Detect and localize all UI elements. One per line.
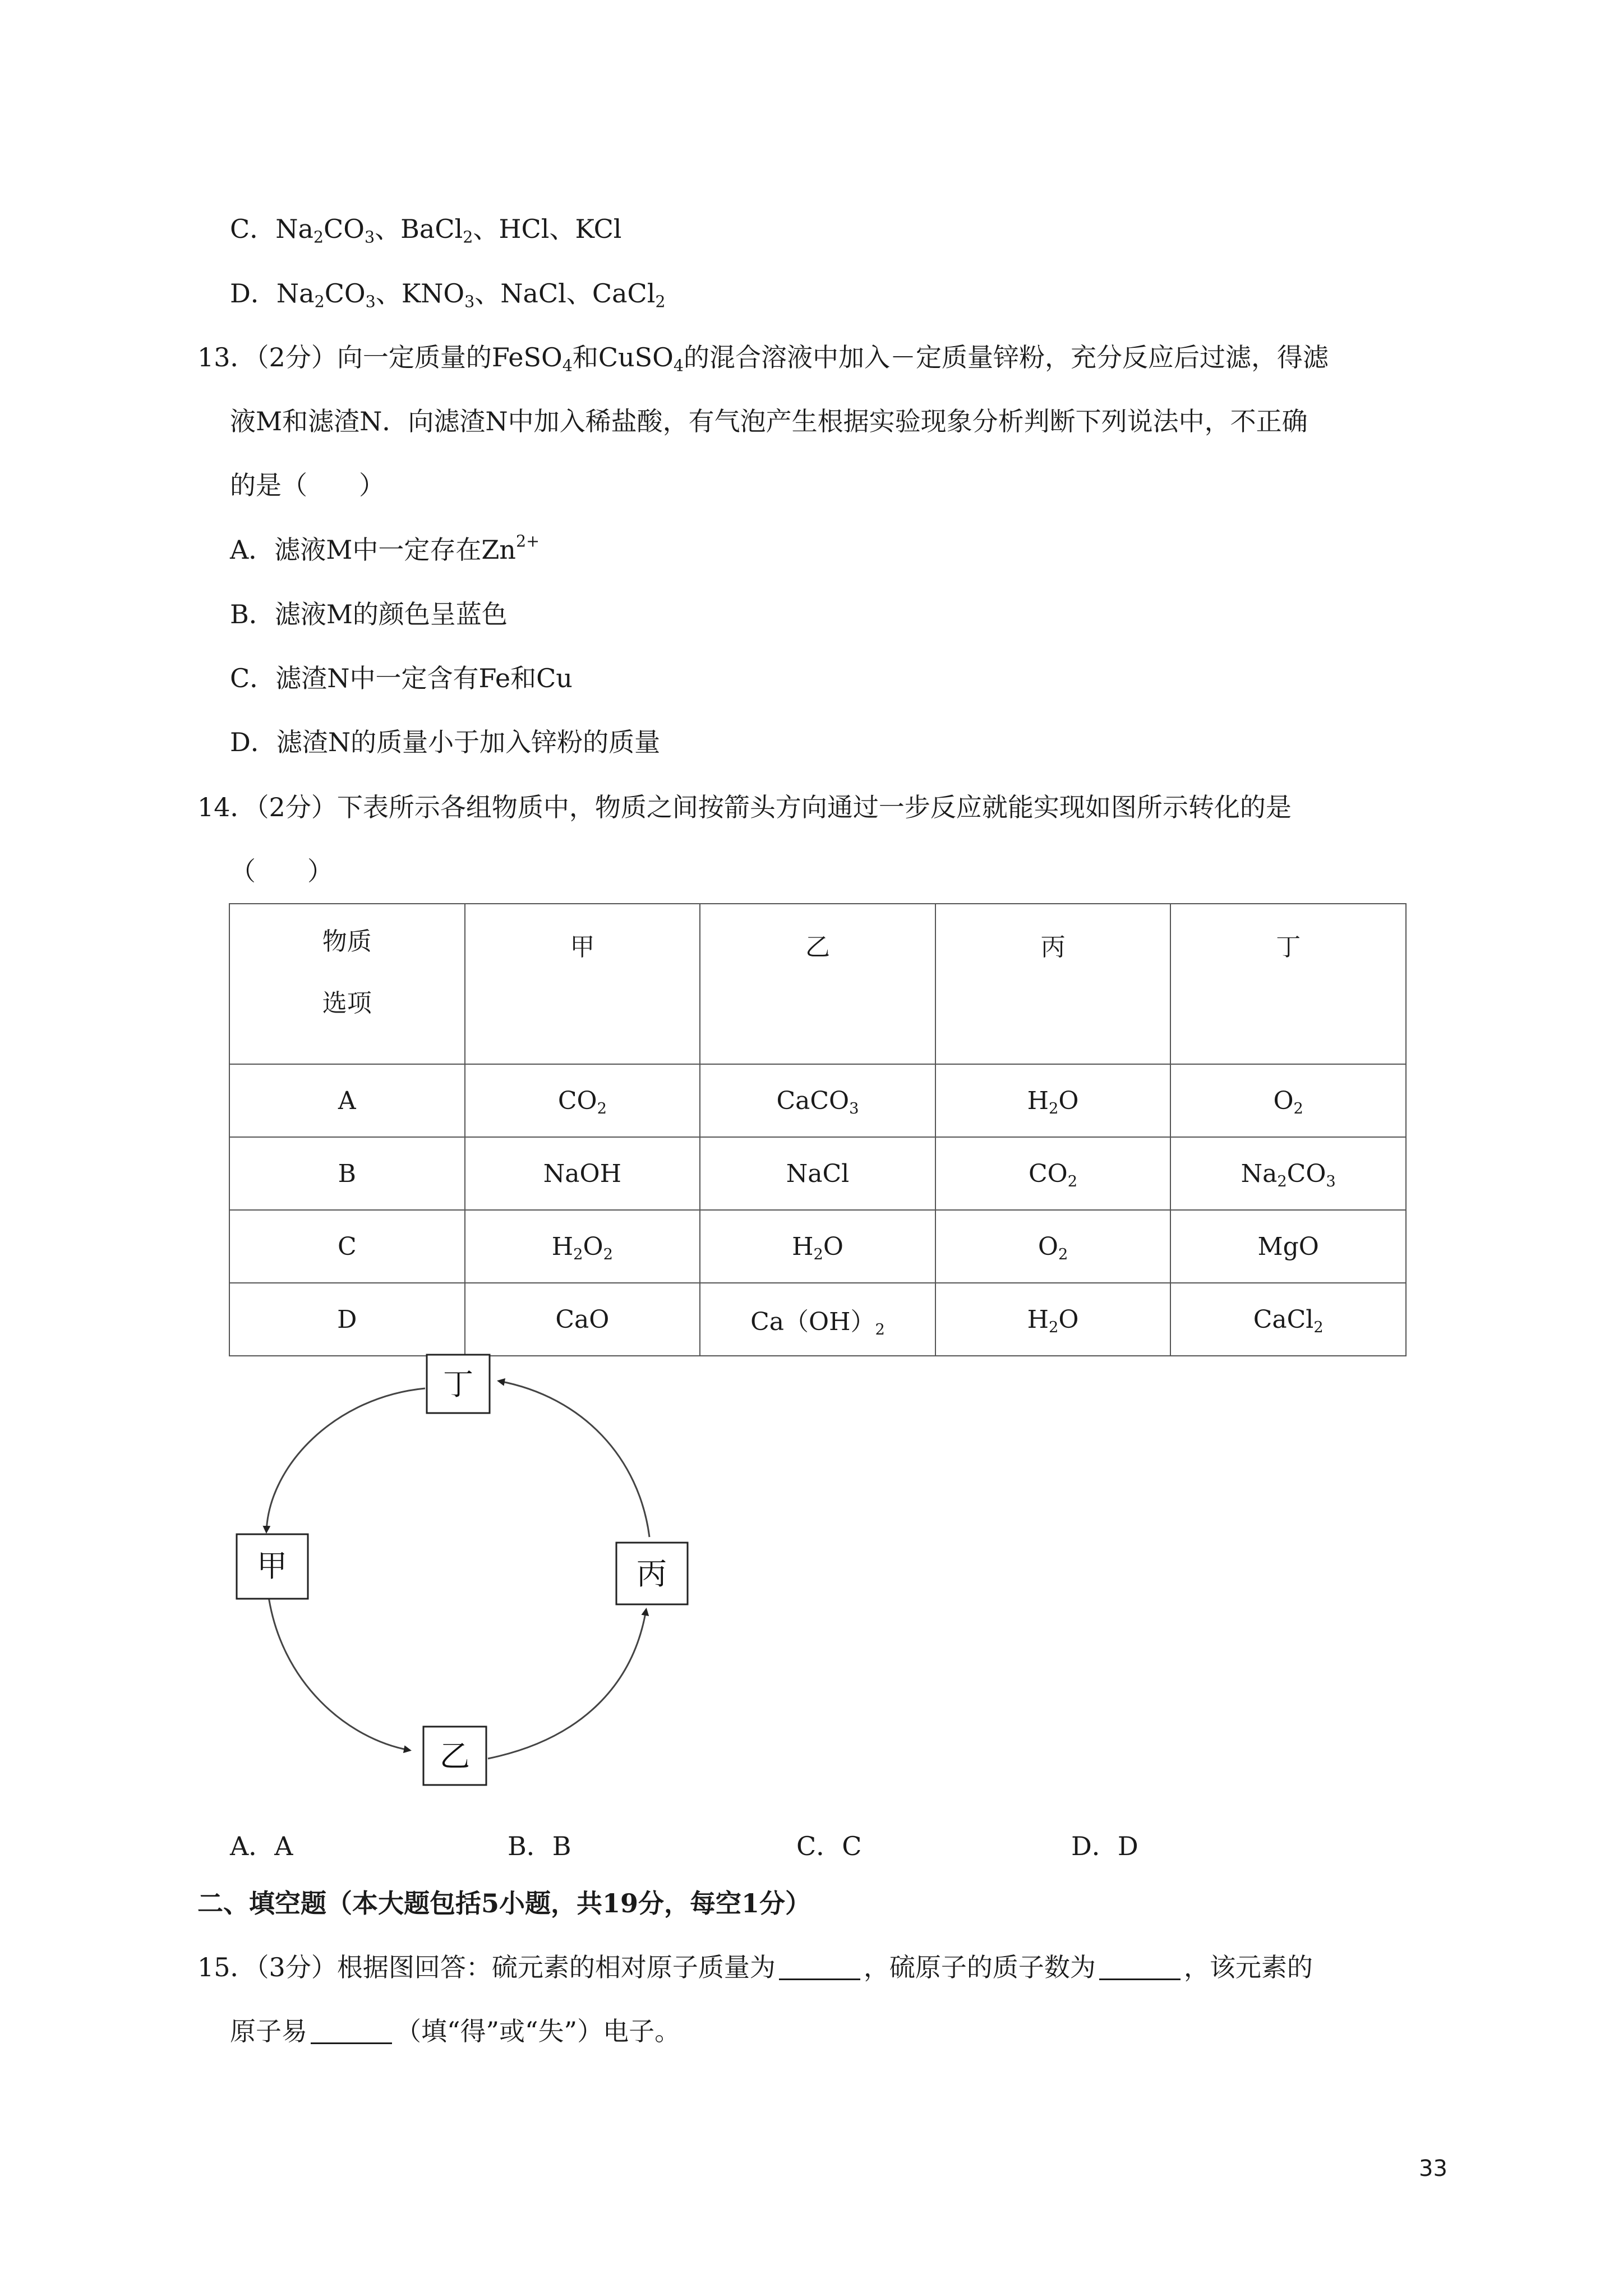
formula-subscript: 2	[1293, 1099, 1303, 1117]
node-bing	[616, 1543, 688, 1604]
formula-text: O	[583, 1232, 603, 1261]
q13-line-2: 液M和滤渣N．向滤渣N中加入稀盐酸，有气泡产生根据实验现象分析判断下列说法中，不正确	[230, 406, 1308, 436]
substance-cell	[465, 1283, 700, 1356]
substance-cell	[935, 1064, 1171, 1137]
substance-cell	[935, 1283, 1171, 1356]
formula-text: H	[551, 1232, 574, 1261]
substance-table	[229, 903, 1407, 1356]
formula-text: MgO	[1257, 1232, 1319, 1261]
page-number: 33	[1419, 2156, 1447, 2182]
option-label: D．	[230, 278, 276, 309]
option-label: C．	[230, 663, 276, 693]
formula-text: 、HCl、KCl	[473, 214, 622, 244]
formula-text: CO	[557, 1086, 597, 1115]
q14-text: 下表所示各组物质中，物质之间按箭头方向通过一步反应就能实现如图所示转化的是	[336, 792, 1292, 822]
q15-text-5: （填“得”或“失”）电子。	[395, 2016, 681, 2046]
prev-option-d	[230, 278, 666, 311]
substance-cell	[1170, 1137, 1406, 1210]
q15-text-1: 根据图回答：硫元素的相对原子质量为	[336, 1952, 776, 1982]
formula-text: 、NaCl、CaCl	[474, 278, 656, 309]
option-text: 滤渣N中一定含有Fe和Cu	[275, 663, 573, 693]
q13-sub-1: 4	[562, 356, 573, 375]
formula-text: CaCl	[1253, 1305, 1314, 1334]
table-row	[229, 1283, 1406, 1356]
formula-text: Na	[275, 214, 313, 244]
formula-subscript: 2	[313, 228, 324, 247]
q15-line-2	[230, 2018, 680, 2044]
substance-cell	[935, 1210, 1171, 1283]
substance-cell	[700, 1210, 935, 1283]
q13-option-c	[230, 665, 573, 691]
formula-subscript: 2	[1058, 1245, 1068, 1263]
q13-text-c: 的混合溶液中加入－定质量锌粉，充分反应后过滤，得滤	[684, 342, 1329, 372]
option-text: 滤液M的颜色呈蓝色	[274, 599, 508, 629]
row-option-label: C	[229, 1210, 465, 1283]
header-ding: 丁	[1170, 904, 1406, 1064]
q15-line-1	[197, 1954, 1313, 1980]
substance-cell	[935, 1137, 1171, 1210]
formula-text: H	[1027, 1305, 1049, 1334]
formula-text: NaCl	[786, 1159, 850, 1188]
q13-line-3: 的是（ ）	[230, 470, 385, 500]
q15-score: （3分）	[256, 1952, 337, 1982]
header-jia: 甲	[465, 904, 700, 1064]
row-option-label: D	[229, 1283, 465, 1356]
option-text: 滤液M中一定存在Zn	[274, 535, 516, 565]
q14-answer-c: C．C	[796, 1831, 862, 1861]
arrow-bing-to-ding	[499, 1381, 649, 1537]
prev-option-c	[230, 214, 622, 247]
header-bing: 丙	[935, 904, 1171, 1064]
svg-text:甲: 甲	[257, 1548, 287, 1584]
substance-cell	[1170, 1283, 1406, 1356]
q15-number: 15．	[197, 1952, 256, 1982]
formula-subscript: 2	[597, 1099, 607, 1117]
row-option-label: B	[229, 1137, 465, 1210]
option-label: A．	[230, 535, 275, 565]
q14-answer-b: B．B	[508, 1831, 571, 1861]
formula-text: 、BaCl	[375, 214, 463, 244]
formula-text: NaOH	[543, 1159, 621, 1188]
corner-top: 物质	[322, 927, 372, 956]
q13-line-1	[197, 342, 1329, 375]
q13-option-d	[230, 729, 660, 755]
option-label: B．	[230, 599, 275, 629]
formula-text: Na	[1241, 1159, 1278, 1188]
q14-answer-a: A．A	[230, 1831, 293, 1861]
formula-subscript: 2	[875, 1321, 885, 1339]
arrow-ding-to-jia	[266, 1388, 425, 1531]
formula-subscript: 2	[1049, 1099, 1059, 1117]
substance-cell	[1170, 1064, 1406, 1137]
formula-text: O	[1038, 1232, 1058, 1261]
formula-subscript: 3	[365, 292, 376, 311]
svg-text:丙: 丙	[637, 1556, 667, 1591]
q13-score: （2分）	[256, 342, 337, 372]
q14-line-1	[197, 794, 1292, 820]
ion-charge: 2+	[515, 532, 540, 551]
formula-text: CaO	[555, 1305, 610, 1334]
arrow-jia-to-yi	[268, 1593, 409, 1750]
formula-subscript: 3	[364, 228, 375, 247]
formula-text: Ca（OH）	[750, 1308, 875, 1336]
formula-text: CO	[324, 278, 366, 309]
q13-option-a	[230, 532, 540, 565]
q13-number: 13．	[197, 342, 256, 372]
q14-score: （2分）	[256, 792, 337, 822]
substance-cell	[465, 1137, 700, 1210]
formula-text: O	[1058, 1086, 1079, 1115]
formula-subscript: 2	[1049, 1318, 1059, 1336]
formula-text: CO	[324, 214, 365, 244]
formula-subscript: 2	[1313, 1318, 1324, 1336]
formula-text: CaCO	[776, 1086, 850, 1115]
blank-atomic-mass[interactable]	[779, 1956, 860, 1980]
formula-text: H	[1027, 1086, 1049, 1115]
header-yi: 乙	[700, 904, 935, 1064]
substance-cell	[1170, 1210, 1406, 1283]
node-ding	[427, 1355, 490, 1413]
blank-gain-or-lose[interactable]	[311, 2020, 392, 2044]
formula-text: CO	[1287, 1159, 1326, 1188]
svg-text:乙: 乙	[440, 1738, 470, 1774]
substance-cell	[700, 1064, 935, 1137]
formula-subscript: 2	[655, 292, 666, 311]
option-label: D．	[230, 727, 276, 757]
row-option-label: A	[229, 1064, 465, 1137]
formula-text: O	[823, 1232, 843, 1261]
formula-subscript: 3	[464, 292, 475, 311]
node-jia	[237, 1534, 308, 1599]
q14-number: 14．	[197, 792, 256, 822]
blank-proton-number[interactable]	[1099, 1956, 1181, 1980]
table-row	[229, 1064, 1406, 1137]
corner-bottom: 选项	[322, 989, 372, 1018]
substance-cell	[700, 1137, 935, 1210]
option-label: C．	[230, 214, 276, 244]
svg-text:丁: 丁	[443, 1366, 473, 1402]
q15-text-2: ，硫原子的质子数为	[863, 1952, 1096, 1982]
formula-subscript: 2	[573, 1245, 583, 1263]
formula-text: O	[1058, 1305, 1079, 1334]
formula-subscript: 3	[849, 1099, 859, 1117]
option-text: 滤渣N的质量小于加入锌粉的质量	[276, 727, 661, 757]
substance-cell	[465, 1064, 700, 1137]
conversion-cycle-diagram	[224, 1346, 729, 1806]
q15-text-4: 原子易	[230, 2016, 307, 2046]
formula-text: 、KNO	[375, 278, 465, 309]
q13-sub-2: 4	[673, 356, 684, 375]
corner-cell	[229, 904, 465, 1064]
formula-text: Na	[276, 278, 315, 309]
q15-text-3: ，该元素的	[1183, 1952, 1313, 1982]
table-row	[229, 1210, 1406, 1283]
formula-subscript: 2	[1067, 1172, 1078, 1190]
formula-subscript: 2	[813, 1245, 823, 1263]
q13-text-a: 向一定质量的FeSO	[336, 342, 562, 372]
q14-line-2: （ ）	[230, 856, 333, 886]
table-header-row	[229, 904, 1406, 1064]
arrow-yi-to-bing	[488, 1610, 646, 1759]
formula-subscript: 3	[1326, 1172, 1336, 1190]
formula-subscript: 2	[463, 228, 473, 247]
formula-text: O	[1273, 1086, 1294, 1115]
section-title: 二、填空题（本大题包括5小题，共19分，每空1分）	[197, 1888, 811, 1918]
substance-cell	[700, 1283, 935, 1356]
formula-text: H	[792, 1232, 814, 1261]
q13-text-b: 和CuSO	[572, 342, 674, 372]
formula-text: CO	[1029, 1159, 1068, 1188]
q14-answer-d: D．D	[1071, 1831, 1138, 1861]
formula-subscript: 2	[603, 1245, 613, 1263]
table-row	[229, 1137, 1406, 1210]
formula-subscript: 2	[314, 292, 325, 311]
formula-subscript: 2	[1277, 1172, 1287, 1190]
node-yi	[423, 1727, 486, 1785]
q13-option-b	[230, 601, 508, 627]
substance-cell	[465, 1210, 700, 1283]
